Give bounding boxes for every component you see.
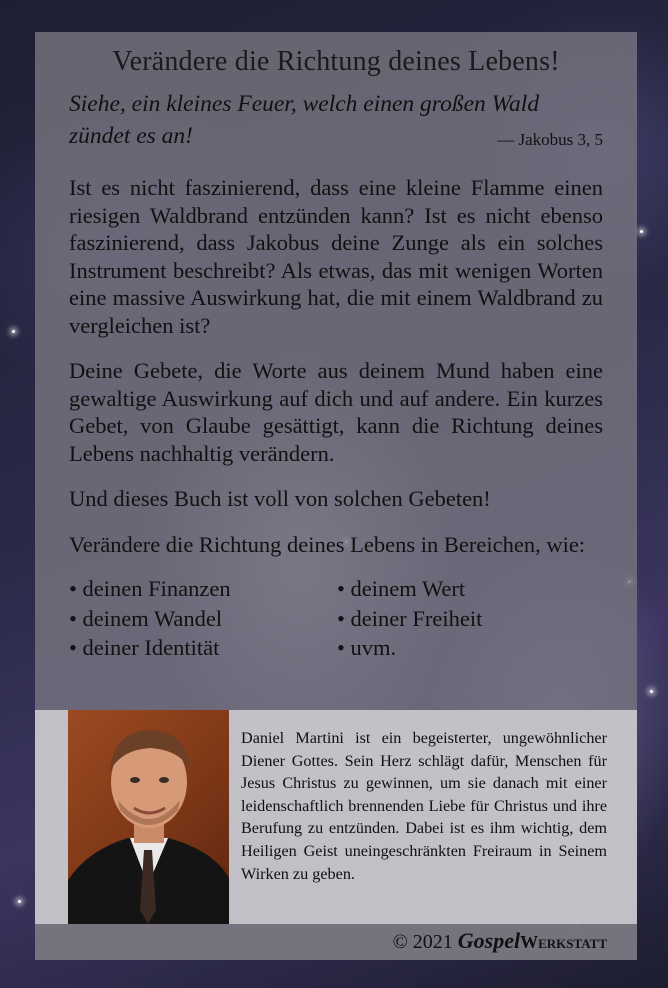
cover-panel — [35, 32, 637, 960]
bullet-list — [69, 574, 603, 669]
copyright — [393, 928, 607, 954]
author-bio: Daniel Martini ist ein begeisterter, ungewöhnlicher Diener Gottes. Sein Herz schlägt dafür, Menschen für Jesus Christus zu gewinnen, um sie danach mit einer leidenschaftlich brennenden Liebe für Christus und ihre Berufung zu entzünden. Dabei ist es ihm wichtig, dem Heiligen Geist uneingeschränkten Freiraum in Seinem Wirken zu geben. — [241, 729, 607, 883]
verse-reference: — Jakobus 3, 5 — [497, 130, 603, 149]
paragraph: Verändere die Richtung deines Lebens in Bereichen, wie: — [69, 531, 586, 557]
main-content — [69, 32, 603, 669]
list-item: • uvm. — [337, 633, 482, 663]
star — [650, 690, 653, 693]
list-item: • deiner Freiheit — [337, 604, 482, 634]
star — [12, 330, 15, 333]
publisher-logo-caps: Werkstatt — [520, 932, 607, 952]
star — [640, 230, 643, 233]
copyright-text: © 2021 — [392, 931, 453, 953]
list-item: • deinem Wandel — [69, 604, 231, 634]
page-title: Verändere die Richtung deines Lebens! — [112, 46, 560, 77]
paragraph: Und dieses Buch ist voll von solchen Gebeten! — [69, 486, 491, 511]
author-bio-section — [35, 710, 637, 924]
verse-line: Siehe, ein kleines Feuer, welch einen großen Wald — [69, 91, 540, 117]
author-portrait-icon — [68, 710, 229, 924]
star — [18, 900, 21, 903]
author-photo — [68, 710, 229, 924]
verse-line: zündet es an! — [69, 123, 194, 149]
paragraph: Ist es nicht faszinierend, dass eine kleine Flamme einen riesigen Waldbrand entzünden kann? Ist es nicht ebenso faszinierend, dass Jakobus deine Zunge als ein solches Instrument beschreibt? Als etwas, das mit wenigen Worten eine massive Auswirkung hat, die mit einem Waldbrand zu vergleichen ist? — [69, 175, 603, 338]
list-item: • deinen Finanzen — [69, 574, 231, 604]
list-item: • deinem Wert — [337, 574, 482, 604]
publisher-logo-script: Gospel — [457, 928, 521, 953]
bullet-column-left — [69, 574, 231, 663]
paragraph: Deine Gebete, die Worte aus deinem Mund haben eine gewaltige Auswirkung auf dich und auf andere. Ein kurzes Gebet, von Glaube gesättigt, kann die Richtung deines Lebens nachhaltig verändern. — [69, 358, 603, 466]
list-item: • deiner Identität — [69, 633, 231, 663]
footer — [35, 924, 637, 960]
bullet-column-right — [337, 574, 482, 663]
